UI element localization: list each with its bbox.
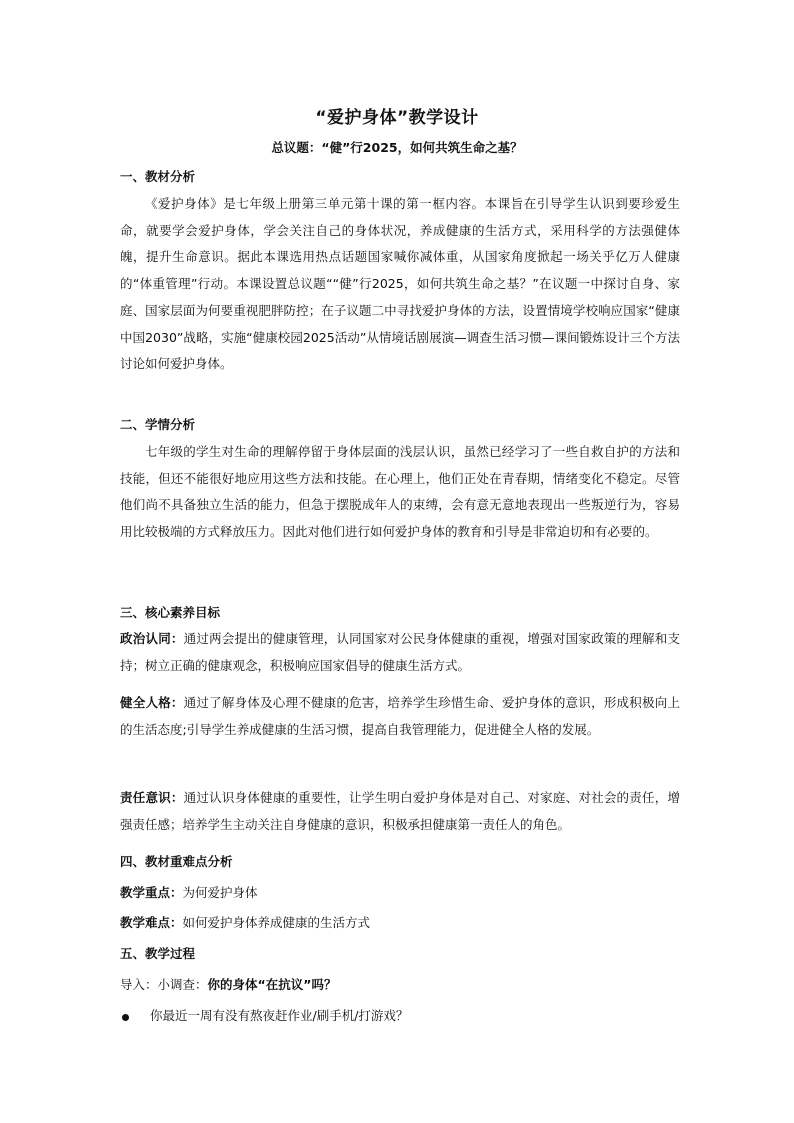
key-point-label: 教学重点： [120, 885, 183, 900]
bullet-item: 你最近一周有没有熬夜赶作业/刷手机/打游戏？ [150, 1008, 409, 1023]
difficulty-label: 教学难点： [120, 915, 183, 930]
intro-prefix: 导入：小调查： [120, 977, 208, 992]
goal-healthy-personality [120, 690, 680, 743]
teaching-key-point [120, 883, 258, 901]
page-title: “爱护身体”教学设计 [315, 108, 479, 128]
goal-responsibility [120, 785, 680, 838]
goal-text: 通过了解身体及心理不健康的危害，培养学生珍惜生命、爱护身体的意识，形成积极向上的生活态度;引导学生养成健康的生活习惯，提高自我管理能力，促进健全人格的发展。 [120, 695, 680, 737]
goal-label: 政治认同： [120, 631, 184, 646]
section-heading-core-goals: 三、核心素养目标 [120, 605, 221, 620]
section-heading-key-difficult: 四、教材重难点分析 [120, 854, 233, 869]
section-heading-teaching-process: 五、教学过程 [120, 946, 196, 961]
bullet-icon [122, 1014, 129, 1021]
goal-label: 责任意识： [120, 790, 184, 805]
textbook-analysis-paragraph: 《爱护身体》是七年级上册第三单元第十课的第一框内容。本课旨在引导学生认识到要珍爱生命，就要学会爱护身体，学会关注自己的身体状况，养成健康的生活方式，采用科学的方法强健体魄，提升生命意识。据此本课选用热点话题国家喊你减体重，从国家角度掀起一场关乎亿万人健康的“体重管理”行动。本课设置总议题““健”行2025，如何共筑生命之基？”在议题一中探讨自身、家庭、国家层面为何要重视肥胖防控；在子议题二中寻找爱护身体的方法，设置情境学校响应国家“健康中国2030”战略，实施“健康校园2025活动”从情境话剧展演—调查生活习惯—课间锻炼设计三个方法讨论如何爱护身体。 [120, 196, 680, 372]
goal-label: 健全人格： [120, 695, 184, 710]
teaching-difficulty [120, 913, 370, 931]
learner-analysis-paragraph: 七年级的学生对生命的理解停留于身体层面的浅层认识，虽然已经学习了一些自救自护的方法和技能，但还不能很好地应用这些方法和技能。在心理上，他们正处在青春期，情绪变化不稳定。尽管他们尚不具备独立生活的能力，但急于摆脱成年人的束缚，会有意无意地表现出一些叛逆行为，容易用比较极端的方式释放压力。因此对他们进行如何爱护身体的教育和引导是非常迫切和有必要的。 [120, 444, 680, 540]
difficulty-text: 如何爱护身体养成健康的生活方式 [182, 915, 371, 930]
goal-political-identity [120, 626, 680, 679]
goal-text: 通过两会提出的健康管理，认同国家对公民身体健康的重视，增强对国家政策的理解和支持；树立正确的健康观念，积极响应国家倡导的健康生活方式。 [120, 631, 680, 673]
key-point-text: 为何爱护身体 [182, 885, 258, 900]
intro-line [120, 975, 336, 993]
page-subtitle: 总议题：“健”行2025，如何共筑生命之基？ [271, 140, 523, 155]
section-heading-learner-analysis: 二、学情分析 [120, 417, 196, 432]
intro-question: 你的身体“在抗议”吗？ [207, 977, 337, 992]
goal-text: 通过认识身体健康的重要性，让学生明白爱护身体是对自己、对家庭、对社会的责任，增强责任感；培养学生主动关注自身健康的意识，积极承担健康第一责任人的角色。 [120, 790, 680, 832]
section-heading-textbook-analysis: 一、教材分析 [120, 169, 196, 184]
